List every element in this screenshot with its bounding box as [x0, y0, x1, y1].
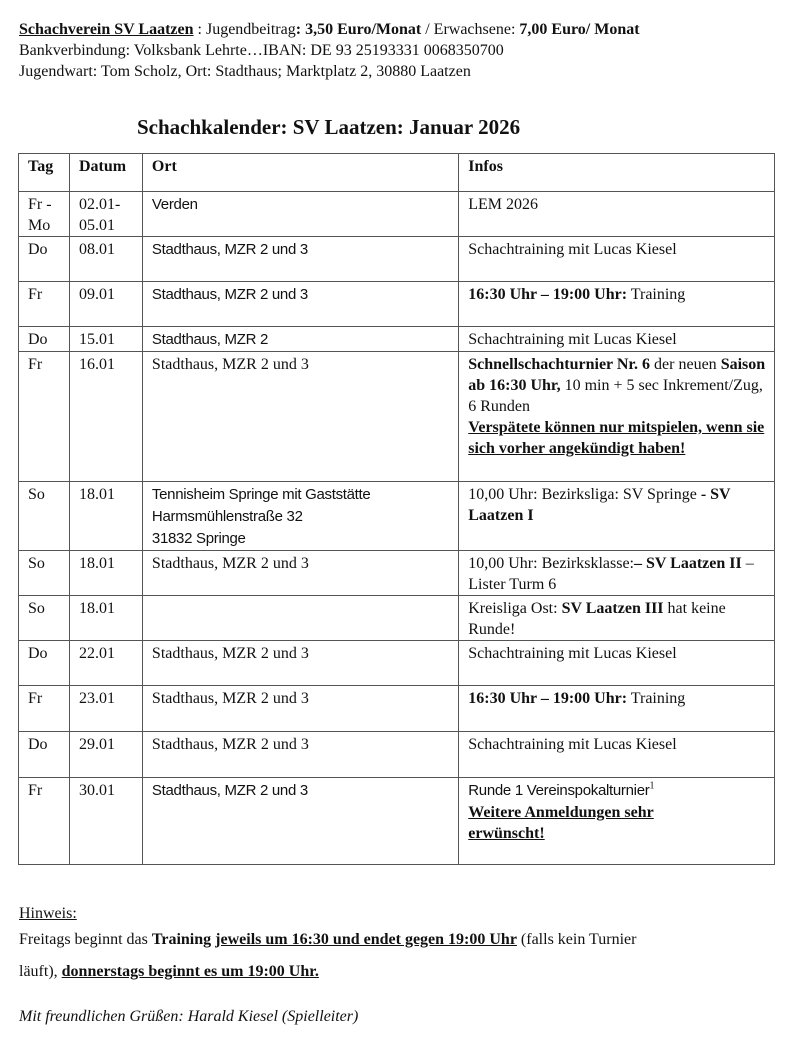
- cell-tag: Do: [19, 237, 70, 282]
- cell-info: 16:30 Uhr – 19:00 Uhr: Training: [459, 686, 775, 732]
- calendar-table: [18, 153, 775, 865]
- cell-tag: Do: [19, 641, 70, 686]
- col-datum: Datum: [69, 154, 142, 192]
- cell-info: LEM 2026: [459, 192, 775, 237]
- col-ort: Ort: [142, 154, 458, 192]
- cell-tag: So: [19, 551, 70, 596]
- col-infos: Infos: [459, 154, 775, 192]
- table-header-row: [19, 154, 775, 192]
- note-line-2: läuft), donnerstags beginnt es um 19:00 Uhr.: [19, 963, 319, 980]
- cell-datum: 02.01- 05.01: [69, 192, 142, 237]
- cell-ort: Stadthaus, MZR 2 und 3: [142, 732, 458, 778]
- cell-datum: 08.01: [69, 237, 142, 282]
- cell-tag: Fr: [19, 778, 70, 865]
- table-row: [19, 732, 775, 778]
- cell-ort: [142, 596, 458, 641]
- registration-call: Weitere Anmeldungen sehr erwünscht!: [468, 804, 654, 842]
- cell-ort: Stadthaus, MZR 2 und 3: [142, 551, 458, 596]
- signature: Mit freundlichen Grüßen: Harald Kiesel (Spielleiter): [19, 1008, 359, 1025]
- table-row: [19, 482, 775, 551]
- table-row: [19, 352, 775, 482]
- cell-info: Kreisliga Ost: SV Laatzen III hat keine Runde!: [459, 596, 775, 641]
- table-row: [19, 192, 775, 237]
- cell-info: Schnellschachturnier Nr. 6 der neuen Saison ab 16:30 Uhr, 10 min + 5 sec Inkrement/Zug, 6 Runden Verspätete können nur mitspielen, wenn sie sich vorher angekündigt haben!: [459, 352, 775, 482]
- cell-ort: Stadthaus, MZR 2: [142, 327, 458, 352]
- cell-datum: 09.01: [69, 282, 142, 327]
- page-title: Schachkalender: SV Laatzen: Januar 2026: [137, 115, 521, 139]
- cell-tag: Fr: [19, 352, 70, 482]
- note-heading: Hinweis:: [19, 905, 77, 922]
- cell-datum: 18.01: [69, 551, 142, 596]
- late-players-warning: Verspätete können nur mitspielen, wenn sie sich vorher angekündigt haben!: [468, 419, 765, 457]
- cell-ort: Stadthaus, MZR 2 und 3: [142, 237, 458, 282]
- cell-tag: Fr: [19, 282, 70, 327]
- bank-line: Bankverbindung: Volksbank Lehrte…IBAN: DE 93 25193331 0068350700: [19, 42, 504, 59]
- table-row: [19, 551, 775, 596]
- cell-datum: 22.01: [69, 641, 142, 686]
- cell-info: 10,00 Uhr: Bezirksliga: SV Springe - SV Laatzen I: [459, 482, 775, 551]
- cell-info: Schachtraining mit Lucas Kiesel: [459, 237, 775, 282]
- cell-info: Schachtraining mit Lucas Kiesel: [459, 732, 775, 778]
- cell-info: 10,00 Uhr: Bezirksklasse:– SV Laatzen II – Lister Turm 6: [459, 551, 775, 596]
- cell-tag: Fr - Mo: [19, 192, 70, 237]
- cell-datum: 18.01: [69, 596, 142, 641]
- fee-line: Schachverein SV Laatzen : Jugendbeitrag: 3,50 Euro/Monat / Erwachsene: 7,00 Euro/ Monat: [19, 21, 640, 38]
- cell-info: 16:30 Uhr – 19:00 Uhr: Training: [459, 282, 775, 327]
- note-line-1: Freitags beginnt das Training jeweils um 16:30 und endet gegen 19:00 Uhr (falls kein Turnier: [19, 931, 637, 948]
- cell-datum: 18.01: [69, 482, 142, 551]
- cell-ort: Stadthaus, MZR 2 und 3: [142, 686, 458, 732]
- cell-info: Schachtraining mit Lucas Kiesel: [459, 641, 775, 686]
- cell-ort: Stadthaus, MZR 2 und 3: [142, 641, 458, 686]
- table-row: [19, 237, 775, 282]
- cell-datum: 30.01: [69, 778, 142, 865]
- note-section: [19, 903, 636, 988]
- cell-ort: Stadthaus, MZR 2 und 3: [142, 778, 458, 865]
- adult-fee: 7,00 Euro/ Monat: [519, 21, 640, 38]
- cell-datum: 29.01: [69, 732, 142, 778]
- table-row: [19, 327, 775, 352]
- youth-warden-line: Jugendwart: Tom Scholz, Ort: Stadthaus; Marktplatz 2, 30880 Laatzen: [19, 63, 471, 80]
- table-row: [19, 778, 775, 865]
- cell-tag: So: [19, 482, 70, 551]
- cell-ort: Stadthaus, MZR 2 und 3: [142, 352, 458, 482]
- table-row: [19, 641, 775, 686]
- cell-datum: 16.01: [69, 352, 142, 482]
- cell-info: Runde 1 Vereinspokalturnier$^1$ Weitere Anmeldungen sehr erwünscht!: [459, 778, 775, 865]
- cell-tag: Do: [19, 327, 70, 352]
- table-row: [19, 686, 775, 732]
- col-tag: Tag: [19, 154, 70, 192]
- cell-tag: So: [19, 596, 70, 641]
- table-row: [19, 282, 775, 327]
- cell-ort: Tennisheim Springe mit Gaststätte Harmsmühlenstraße 32 31832 Springe: [142, 482, 458, 551]
- footnote-marker: 1: [649, 780, 655, 792]
- table-row: [19, 596, 775, 641]
- youth-fee: : 3,50 Euro/Monat: [295, 21, 422, 38]
- club-header: [19, 19, 640, 82]
- cell-ort: Verden: [142, 192, 458, 237]
- cell-tag: Do: [19, 732, 70, 778]
- cell-tag: Fr: [19, 686, 70, 732]
- cell-datum: 23.01: [69, 686, 142, 732]
- club-name: Schachverein SV Laatzen: [19, 21, 194, 38]
- cell-ort: Stadthaus, MZR 2 und 3: [142, 282, 458, 327]
- cell-info: Schachtraining mit Lucas Kiesel: [459, 327, 775, 352]
- cell-datum: 15.01: [69, 327, 142, 352]
